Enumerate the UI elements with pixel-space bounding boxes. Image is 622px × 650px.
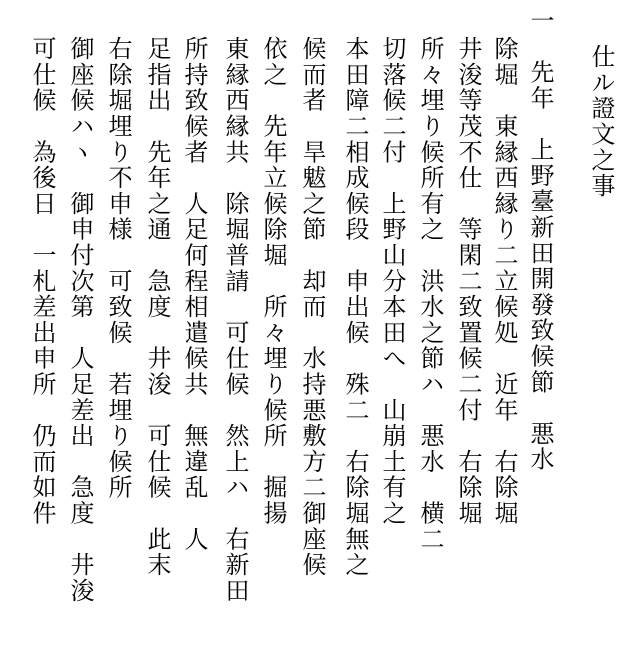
text-column-9: 東縁西縁共 除堀普請 可仕候 然上ハ 右新田 [221,36,249,604]
text-column-13: 御座候ハヽ 御申付次第 人足差出 急度 井浚 [66,36,94,604]
text-column-2: 除堀 東縁西縁り二立候処 近年 右除堀 [490,36,518,527]
text-column-14: 可仕候 為後日 一札差出申所 仍而如件 [28,36,56,527]
document-title: 仕ル證文之事 [587,44,615,199]
text-column-7: 候而者 旱魃之節 却而 水持悪敷方二御座候 [298,36,326,578]
text-column-11: 足指出 先年之通 急度 井浚 可仕候 此末 [143,36,171,578]
text-column-5: 切落候二付 上野山分本田へ 山崩土有之 [378,36,406,527]
text-column-1: 一 先年 上野臺新田開發致候節 悪水 [526,8,554,473]
text-column-4: 所々埋り候所有之 洪水之節ハ 悪水 横二 [416,36,444,552]
text-column-10: 所持致候者 人足何程相遣候共 無違乱 人 [180,36,208,552]
text-column-8: 依之 先年立候除堀 所々埋り候所 掘揚 [259,36,287,527]
text-column-6: 本田障二相成候段 申出候 殊二 右除堀無之 [341,36,369,578]
text-column-3: 井浚等茂不仕 等閑二致置候二付 右除堀 [454,36,482,527]
text-column-12: 右除堀埋り不申様 可致候 若埋り候所 [104,36,132,501]
